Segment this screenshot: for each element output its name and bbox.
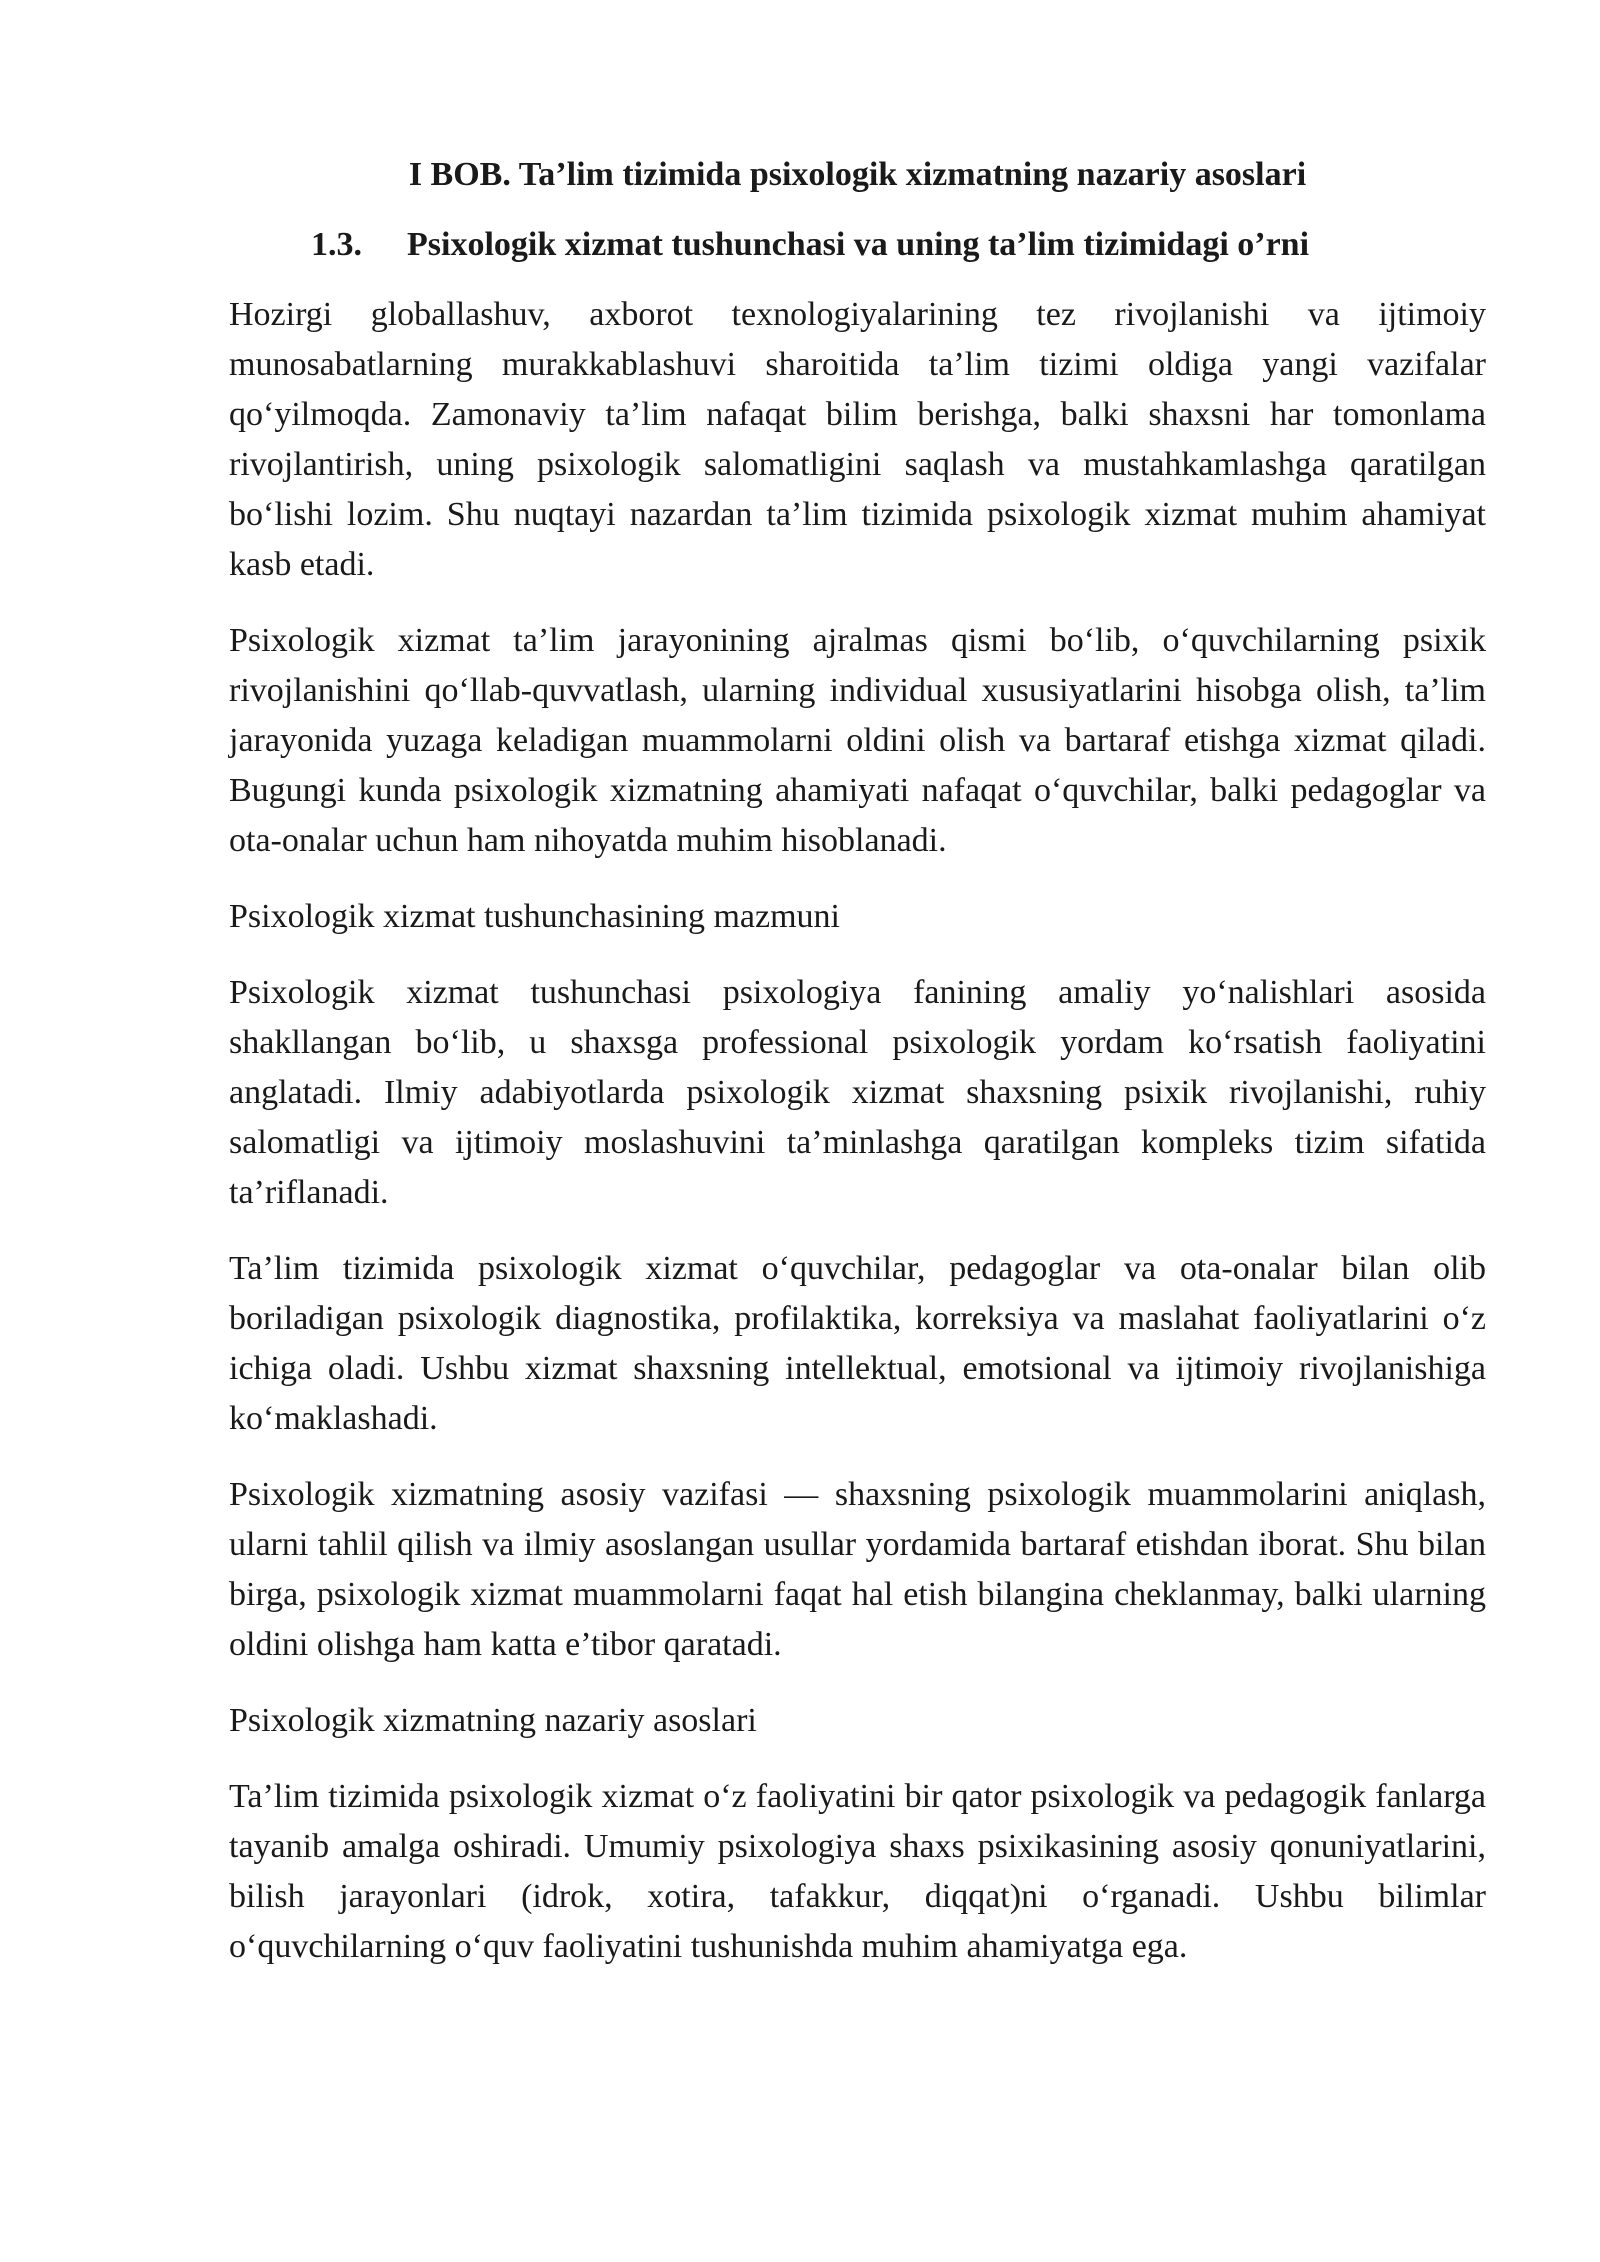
subheading: Psixologik xizmat tushunchasining mazmuni xyxy=(229,898,841,935)
document-body xyxy=(229,290,1486,1972)
subheading: Psixologik xizmatning nazariy asoslari xyxy=(229,1702,757,1739)
paragraph: Psixologik xizmatning asosiy vazifasi — shaxsning psixologik muammolarini aniqlash, ularni tahlil qilish va ilmiy asoslangan usullar yordamida bartaraf etishdan iborat. Shu bilan birga, psixologik xizmat muammolarni faqat hal etish bilangina cheklanmay, balki ularning oldini olishga ham katta e’tibor qaratadi. xyxy=(229,1476,1486,1663)
paragraph: Hozirgi globallashuv, axborot texnologiyalarining tez rivojlanishi va ijtimoiy munosabatlarning murakkablashuvi sharoitida ta’lim tizimi oldiga yangi vazifalar qo‘yilmoqda. Zamonaviy ta’lim nafaqat bilim berishga, balki shaxsni har tomonlama rivojlantirish, uning psixologik salomatligini saqlash va mustahkamlashga qaratilgan bo‘lishi lozim. Shu nuqtayi nazardan ta’lim tizimida psixologik xizmat muhim ahamiyat kasb etadi. xyxy=(229,296,1486,583)
section-title-text: Psixologik xizmat tushunchasi va uning ta’lim tizimidagi o’rni xyxy=(407,226,1310,263)
section-title xyxy=(229,220,1486,270)
chapter-title: I BOB. Ta’lim tizimida psixologik xizmatning nazariy asoslari xyxy=(408,156,1307,193)
paragraph: Psixologik xizmat tushunchasi psixologiya fanining amaliy yo‘nalishlari asosida shakllangan bo‘lib, u shaxsga professional psixologik yordam ko‘rsatish faoliyatini anglatadi. Ilmiy adabiyotlarda psixologik xizmat shaxsning psixik rivojlanishi, ruhiy salomatligi va ijtimoiy moslashuvini ta’minlashga qaratilgan kompleks tizim sifatida ta’riflanadi. xyxy=(229,974,1486,1211)
section-number: 1.3. xyxy=(311,226,362,263)
paragraph: Psixologik xizmat ta’lim jarayonining ajralmas qismi bo‘lib, o‘quvchilarning psixik rivojlanishini qo‘llab-quvvatlash, ularning individual xususiyatlarini hisobga olish, ta’lim jarayonida yuzaga keladigan muammolarni oldini olish va bartaraf etishga xizmat qiladi. Bugungi kunda psixologik xizmatning ahamiyati nafaqat o‘quvchilar, balki pedagoglar va ota-onalar uchun ham nihoyatda muhim hisoblanadi. xyxy=(229,622,1486,859)
paragraph: Ta’lim tizimida psixologik xizmat o‘quvchilar, pedagoglar va ota-onalar bilan olib boriladigan psixologik diagnostika, profilaktika, korreksiya va maslahat faoliyatlarini o‘z ichiga oladi. Ushbu xizmat shaxsning intellektual, emotsional va ijtimoiy rivojlanishiga ko‘maklashadi. xyxy=(229,1250,1486,1437)
document-page xyxy=(229,150,1486,1998)
paragraph: Ta’lim tizimida psixologik xizmat o‘z faoliyatini bir qator psixologik va pedagogik fanlarga tayanib amalga oshiradi. Umumiy psixologiya shaxs psixikasining asosiy qonuniyatlarini, bilish jarayonlari (idrok, xotira, tafakkur, diqqat)ni o‘rganadi. Ushbu bilimlar o‘quvchilarning o‘quv faoliyatini tushunishda muhim ahamiyatga ega. xyxy=(229,1778,1486,1965)
